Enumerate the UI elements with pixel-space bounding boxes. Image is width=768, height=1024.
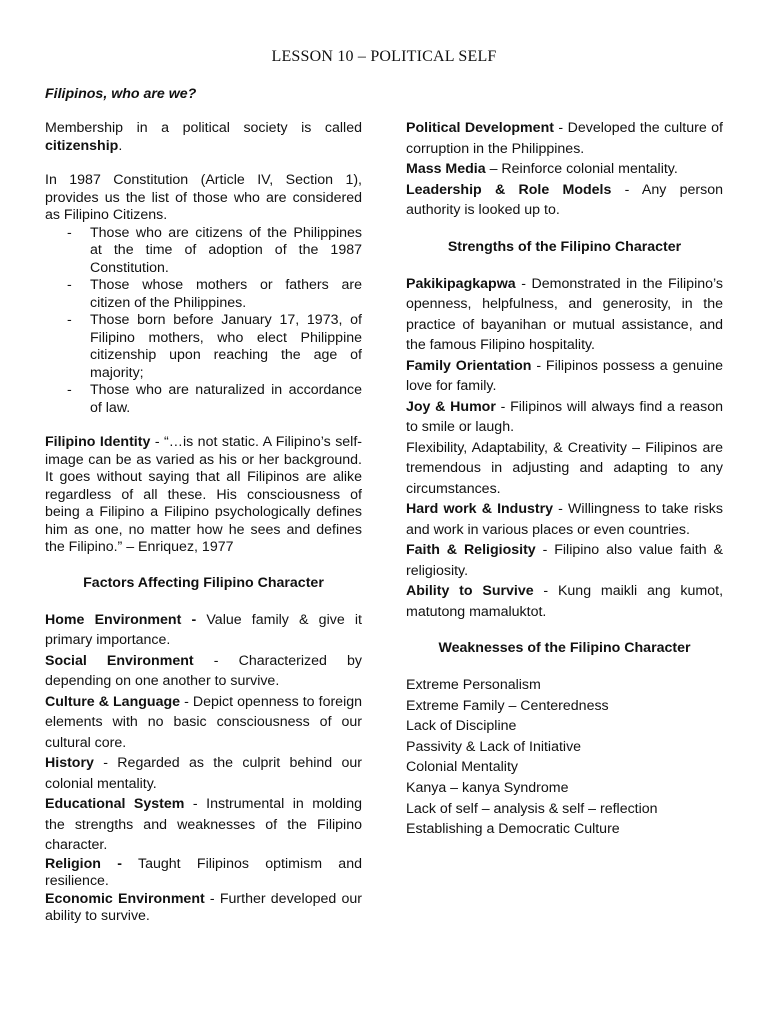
strength-text: - Filipinos will always find a reason to smile or laugh. bbox=[406, 398, 723, 435]
strength-family bbox=[406, 356, 723, 397]
list-item: Lack of self – analysis & self – reflection bbox=[406, 800, 658, 817]
list-item: - Those who are naturalized in accordance of law. bbox=[90, 382, 362, 417]
list-item: Passivity & Lack of Initiative bbox=[406, 738, 582, 755]
factor-leadership bbox=[406, 180, 723, 221]
factor-term: History bbox=[45, 755, 94, 771]
strength-joy bbox=[406, 397, 723, 438]
filipino-identity-paragraph bbox=[45, 434, 362, 557]
membership-paragraph bbox=[45, 120, 362, 155]
strength-survive bbox=[406, 581, 723, 622]
strength-text: Flexibility, Adaptability, & Creativity – Filipinos are tremendous in adjusting and adapting to any circumstances. bbox=[406, 439, 723, 497]
strength-text: - Willingness to take risks and work in various places or even countries. bbox=[406, 501, 723, 538]
factor-text: - Characterized by depending on one another to survive. bbox=[45, 652, 362, 689]
factor-term: Educational System bbox=[45, 796, 185, 812]
page-title: LESSON 10 – POLITICAL SELF bbox=[271, 48, 497, 65]
right-column bbox=[406, 118, 723, 840]
factor-political bbox=[406, 118, 723, 159]
identity-term: Filipino Identity bbox=[45, 434, 151, 450]
list-item: Establishing a Democratic Culture bbox=[406, 821, 620, 838]
factor-religion bbox=[45, 856, 362, 891]
factor-text: - Instrumental in molding the strengths and weaknesses of the Filipino character. bbox=[45, 796, 362, 853]
strength-pakikipagkapwa bbox=[406, 274, 723, 356]
citizens-list bbox=[45, 225, 362, 418]
list-item: - Those who are citizens of the Philippines at the time of adoption of the 1987 Constitution. bbox=[90, 225, 362, 278]
factor-text: - Developed the culture of corruption in the Philippines. bbox=[406, 120, 724, 157]
membership-text: Membership in a political society is called bbox=[45, 120, 362, 136]
factor-history bbox=[45, 753, 362, 794]
factor-text: - Regarded as the culprit behind our colonial mentality. bbox=[45, 755, 362, 792]
list-item: Lack of Discipline bbox=[406, 718, 517, 735]
list-item: Extreme Family – Centeredness bbox=[406, 697, 609, 714]
strength-flexibility bbox=[406, 438, 723, 500]
strength-term: Faith & Religiosity bbox=[406, 542, 536, 558]
strength-text: - Filipinos possess a genuine love for family. bbox=[406, 357, 723, 394]
strength-text: - Demonstrated in the Filipino’s openness, helpfulness, and generosity, in the practice of bayanihan or mutual assistance, and the famous Filipino hospitality. bbox=[406, 275, 723, 353]
identity-text: - “…is not static. A Filipino’s self-image can be as varied as his or her background. It goes without saying that all Filipinos are alike regardless of all these. His consciousness of being a Filipino a Filipino psychologically defines him as one, no matter how he sees and defines the Filipino.” – Enriquez, 1977 bbox=[45, 434, 362, 555]
strength-text: - Filipino also value faith & religiosity. bbox=[406, 542, 723, 579]
factor-education bbox=[45, 794, 362, 856]
weaknesses-heading: Weaknesses of the Filipino Character bbox=[438, 640, 691, 656]
factor-term: Social Environment bbox=[45, 652, 194, 669]
strength-term: Ability to Survive bbox=[406, 583, 534, 599]
factor-term: Culture & Language bbox=[45, 693, 181, 710]
factor-text: - Depict openness to foreign elements with no basic consciousness of our cultural core. bbox=[45, 693, 363, 751]
factor-text: - Further developed our ability to survive. bbox=[45, 890, 362, 924]
factor-culture bbox=[45, 692, 362, 754]
strength-term: Pakikipagkapwa bbox=[406, 275, 516, 292]
factor-home bbox=[45, 610, 362, 651]
factor-term: Economic Environment bbox=[45, 890, 205, 907]
factor-term: Home Environment - bbox=[45, 611, 197, 628]
factor-text: - Any person authority is looked up to. bbox=[406, 181, 723, 218]
citizenship-term: citizenship bbox=[45, 137, 119, 154]
constitution-paragraph: In 1987 Constitution (Article IV, Section 1), provides us the list of those who are considered as Filipino Citizens. bbox=[45, 172, 362, 223]
membership-end: . bbox=[118, 137, 123, 154]
factor-term: Leadership & Role Models bbox=[406, 181, 612, 198]
list-item: - Those whose mothers or fathers are citizen of the Philippines. bbox=[90, 277, 362, 312]
strength-term: Hard work & Industry bbox=[406, 501, 554, 517]
factor-text: Taught Filipinos optimism and resilience. bbox=[45, 855, 362, 889]
strengths-heading: Strengths of the Filipino Character bbox=[447, 238, 682, 255]
factor-social bbox=[45, 651, 362, 692]
left-column bbox=[45, 86, 362, 926]
factor-term: Political Development bbox=[406, 120, 554, 136]
strength-hard-work bbox=[406, 499, 723, 540]
factor-text: – Reinforce colonial mentality. bbox=[485, 161, 678, 177]
strength-faith bbox=[406, 540, 723, 581]
section-subhead: Filipinos, who are we? bbox=[45, 86, 197, 102]
factors-heading: Factors Affecting Filipino Character bbox=[83, 574, 324, 591]
strength-term: Family Orientation bbox=[406, 357, 532, 374]
list-item: Extreme Personalism bbox=[406, 677, 541, 693]
list-item: - Those born before January 17, 1973, of Filipino mothers, who elect Philippine citizenship upon reaching the age of majority; bbox=[90, 312, 362, 382]
strength-term: Joy & Humor bbox=[406, 398, 496, 415]
factor-mass-media bbox=[406, 159, 723, 180]
factor-term: Religion - bbox=[45, 855, 122, 872]
factor-economic bbox=[45, 891, 362, 926]
factor-term: Mass Media bbox=[406, 161, 486, 177]
factor-text: Value family & give it primary importance. bbox=[45, 611, 362, 648]
list-item: Kanya – kanya Syndrome bbox=[406, 779, 569, 796]
strength-text: - Kung maikli ang kumot, matutong mamaluktot. bbox=[406, 583, 724, 620]
list-item: Colonial Mentality bbox=[406, 759, 518, 776]
